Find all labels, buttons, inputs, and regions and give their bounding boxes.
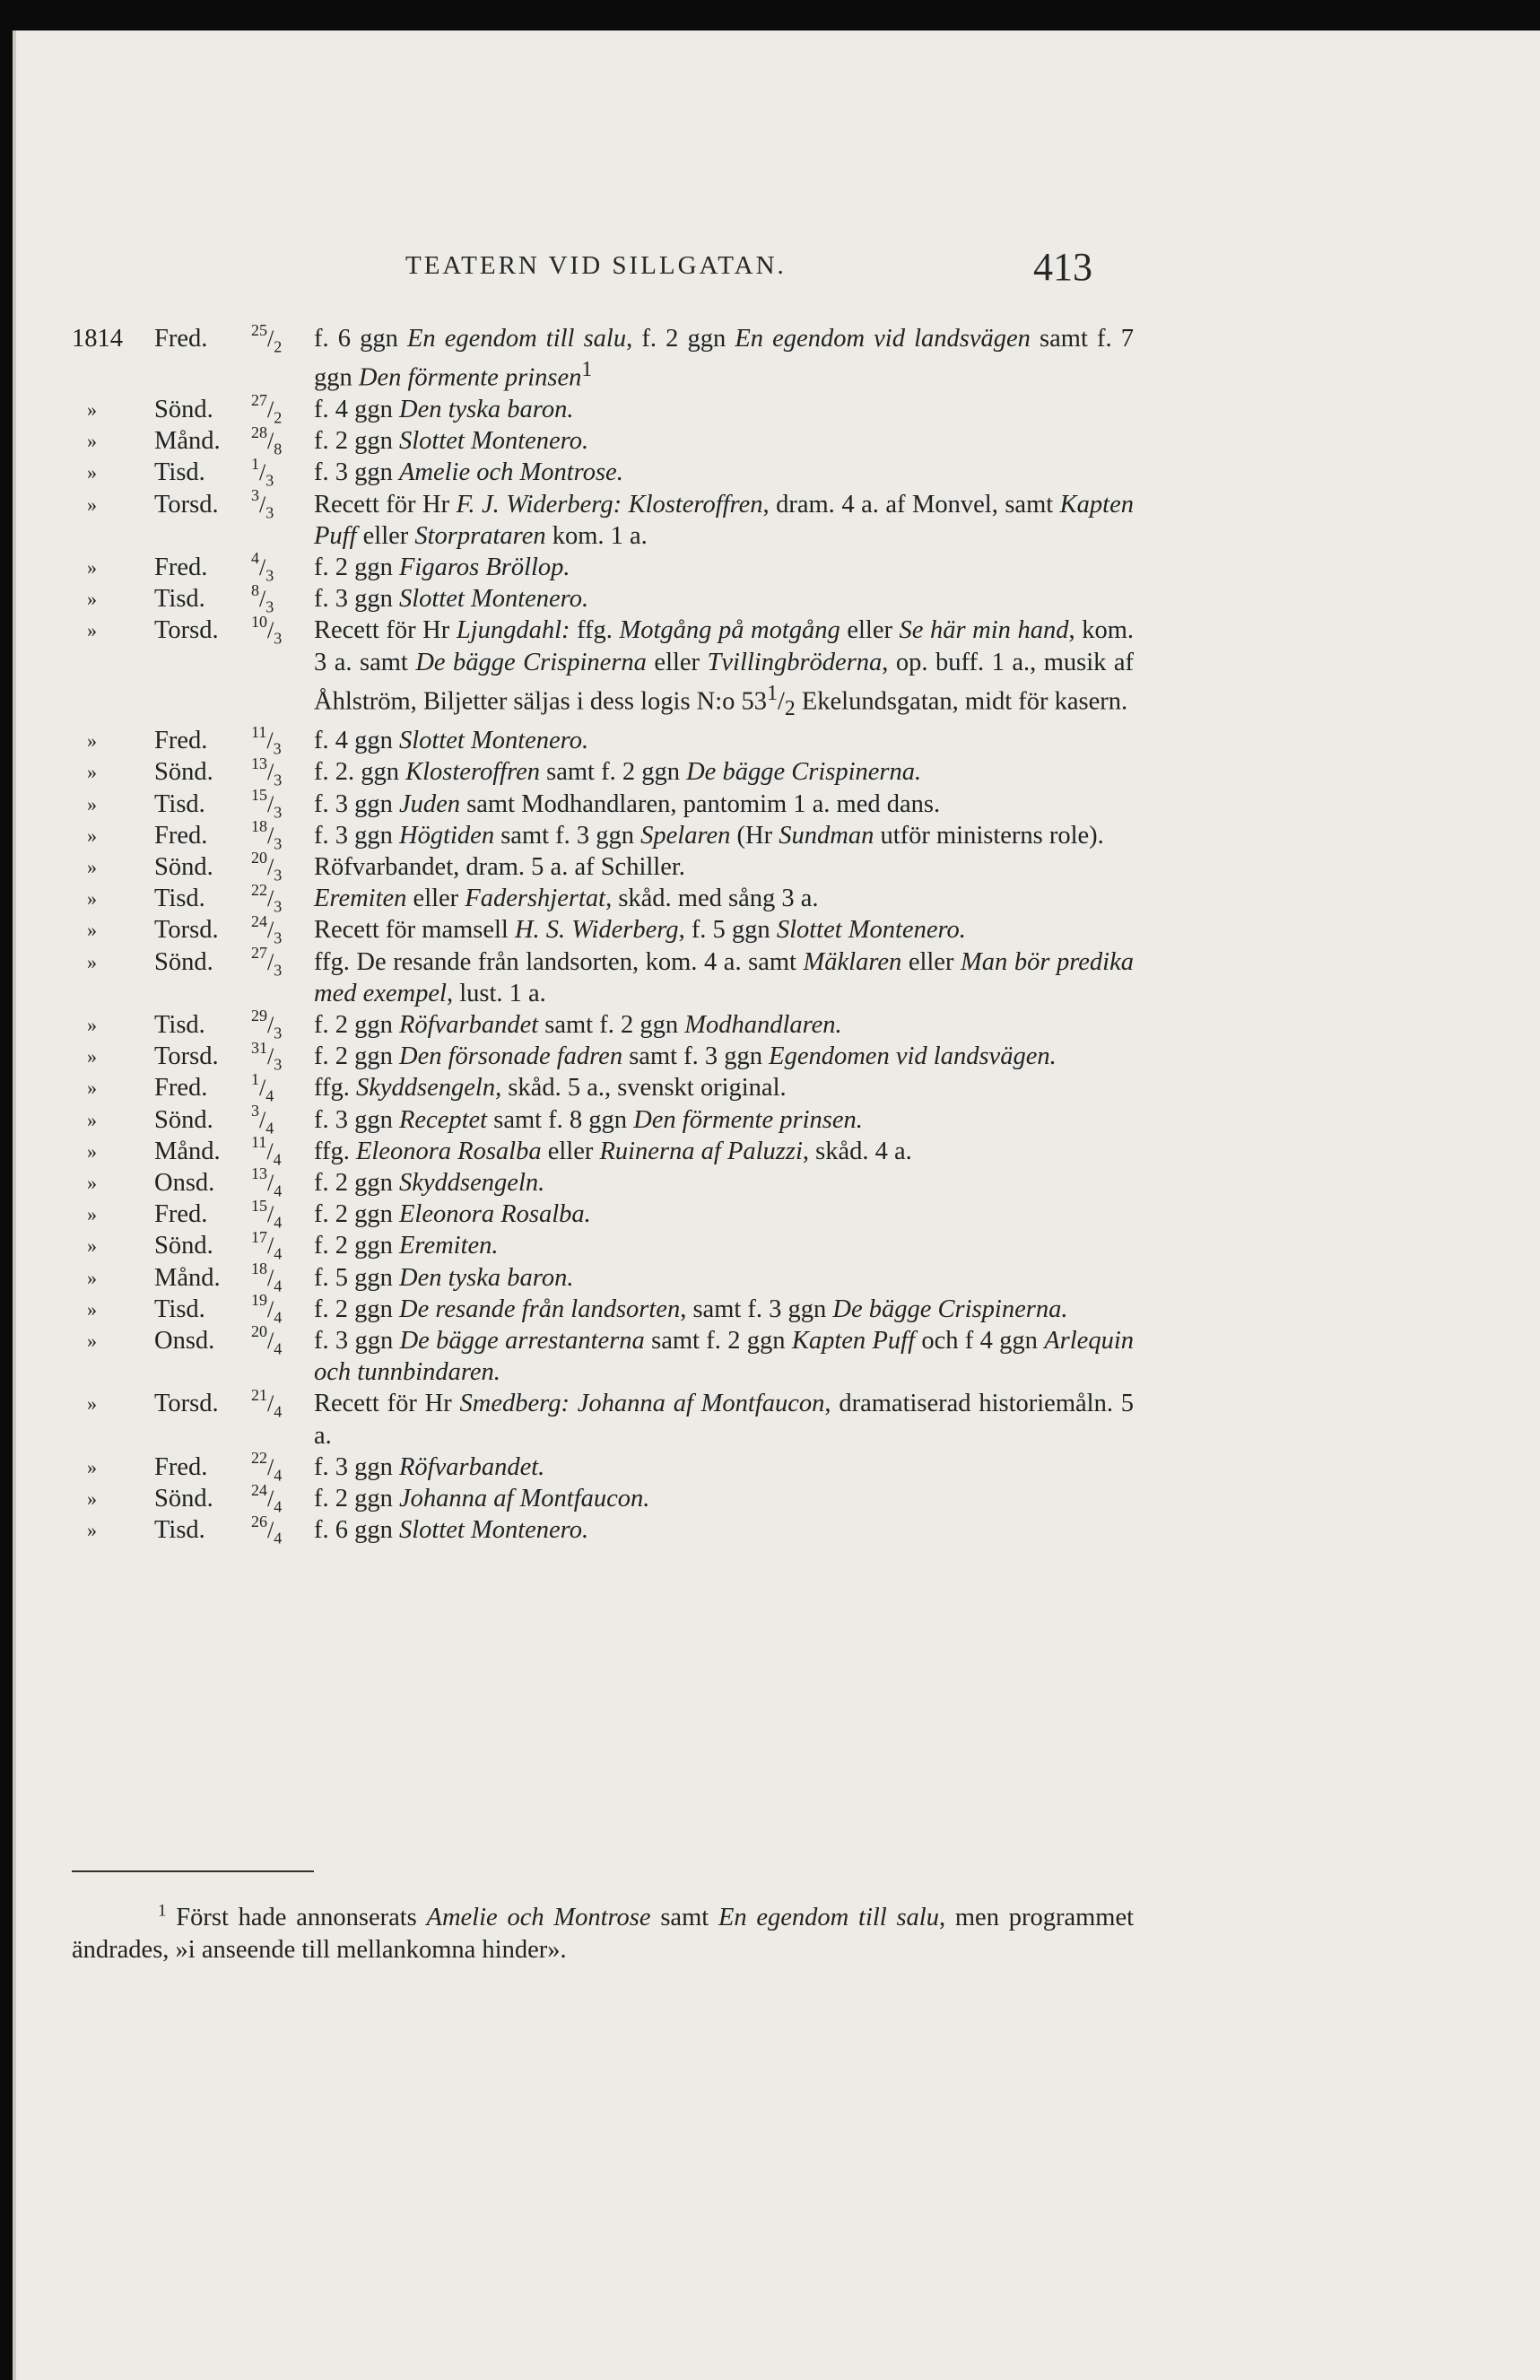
performance-entry xyxy=(0,880,1540,916)
performance-text: f. 2 ggn Eleonora Rosalba. xyxy=(314,1200,591,1229)
date-fraction: $^{11}/_4$ xyxy=(251,1133,282,1169)
weekday: Sönd. xyxy=(154,1232,213,1260)
footnote xyxy=(72,1902,1134,1966)
weekday: Sönd. xyxy=(154,395,213,423)
date-fraction: $^{27}/_3$ xyxy=(251,944,283,980)
performance-entry xyxy=(0,1449,1540,1485)
performance-entry xyxy=(0,1133,1540,1169)
ditto-mark: » xyxy=(87,430,97,453)
date-fraction: $^8/_3$ xyxy=(251,580,274,616)
weekday: Sönd. xyxy=(154,758,213,787)
weekday: Torsd. xyxy=(154,916,219,945)
performance-entry xyxy=(0,851,1540,883)
performance-entry xyxy=(0,1385,1540,1451)
ditto-mark: » xyxy=(87,397,97,421)
performance-entry xyxy=(0,320,1540,394)
weekday: Fred. xyxy=(154,325,208,353)
ditto-mark: » xyxy=(87,887,97,911)
ditto-mark: » xyxy=(87,1487,97,1510)
date-fraction: $^4/_3$ xyxy=(251,549,274,585)
date-fraction: $^1/_3$ xyxy=(251,454,274,490)
ditto-mark: » xyxy=(87,1139,97,1163)
date-fraction: $^{24}/_4$ xyxy=(251,1480,283,1516)
performance-text: f. 2 ggn Skyddsengeln. xyxy=(314,1168,545,1197)
page-header xyxy=(0,244,1540,289)
weekday: Fred. xyxy=(154,727,208,755)
date-fraction: $^{19}/_4$ xyxy=(251,1291,283,1327)
ditto-mark: » xyxy=(87,555,97,579)
ditto-mark: » xyxy=(87,729,97,753)
weekday: Fred. xyxy=(154,1074,208,1103)
ditto-mark: » xyxy=(87,1392,97,1416)
ditto-mark: » xyxy=(87,1171,97,1194)
ditto-mark: » xyxy=(87,950,97,973)
date-fraction: $^{13}/_3$ xyxy=(251,754,283,790)
performance-text: f. 2 ggn Johanna af Montfaucon. xyxy=(314,1485,650,1513)
performance-text: Röfvarbandet, dram. 5 a. af Schiller. xyxy=(314,852,685,881)
footnote-rule xyxy=(72,1870,314,1872)
ditto-mark: » xyxy=(87,1013,97,1036)
weekday: Tisd. xyxy=(154,885,205,913)
weekday: Fred. xyxy=(154,553,208,581)
weekday: Sönd. xyxy=(154,1105,213,1134)
date-fraction: $^{15}/_3$ xyxy=(251,786,283,822)
performance-entry xyxy=(0,1164,1540,1200)
performance-text: f. 4 ggn Den tyska baron. xyxy=(314,395,574,423)
performance-text: f. 6 ggn En egendom till salu, f. 2 ggn En egendom vid landsvägen samt f. 7 ggn Den förmente prinsen$^1$ xyxy=(314,325,1134,392)
ditto-mark: » xyxy=(87,1234,97,1258)
ditto-mark: » xyxy=(87,855,97,878)
performance-entry xyxy=(0,1038,1540,1074)
weekday: Månd. xyxy=(154,1137,221,1165)
date-fraction: $^{26}/_4$ xyxy=(251,1512,283,1547)
date-fraction: $^{18}/_4$ xyxy=(251,1260,283,1295)
performance-text: f. 2 ggn Figaros Bröllop. xyxy=(314,553,570,581)
date-fraction: $^{28}/_8$ xyxy=(251,423,283,458)
weekday: Torsd. xyxy=(154,490,219,519)
performance-entry xyxy=(0,946,1540,1009)
ditto-mark: » xyxy=(87,824,97,847)
date-fraction: $^{24}/_3$ xyxy=(251,911,283,948)
running-title: TEATERN VID SILLGATAN. xyxy=(405,251,787,280)
footnote-text: Först hade annonserats Amelie och Montrose samt En egendom till salu, men programmet ändrades, »i anseende till mellankomna hinder». xyxy=(72,1904,1135,1964)
performance-entry xyxy=(0,549,1540,585)
performance-text: f. 2 ggn Eremiten. xyxy=(314,1232,499,1260)
page-number: 413 xyxy=(1033,245,1092,289)
performance-text: ffg. Eleonora Rosalba eller Ruinerna af Paluzzi, skåd. 4 a. xyxy=(314,1137,912,1165)
weekday: Tisd. xyxy=(154,458,205,487)
weekday: Sönd. xyxy=(154,852,213,881)
weekday: Sönd. xyxy=(154,947,213,976)
date-fraction: $^3/_4$ xyxy=(251,1102,274,1138)
performance-text: f. 3 ggn Juden samt Modhandlaren, pantomim 1 a. med dans. xyxy=(314,789,941,818)
performance-entry xyxy=(0,580,1540,616)
date-fraction: $^{13}/_4$ xyxy=(251,1164,283,1200)
performance-entry xyxy=(0,1227,1540,1264)
ditto-mark: » xyxy=(87,792,97,815)
ditto-mark: » xyxy=(87,1329,97,1352)
performance-entry xyxy=(0,817,1540,853)
performance-entry xyxy=(0,786,1540,822)
performance-text: f. 2. ggn Klosteroffren samt f. 2 ggn De bägge Crispinerna. xyxy=(314,758,922,787)
performance-text: ffg. Skyddsengeln, skåd. 5 a., svenskt original. xyxy=(314,1074,787,1103)
weekday: Tisd. xyxy=(154,1516,205,1545)
date-fraction: $^{11}/_3$ xyxy=(251,722,282,758)
weekday: Tisd. xyxy=(154,585,205,614)
ditto-mark: » xyxy=(87,461,97,484)
performance-text: f. 6 ggn Slottet Montenero. xyxy=(314,1516,589,1545)
date-fraction: $^{18}/_3$ xyxy=(251,817,283,853)
ditto-mark: » xyxy=(87,1045,97,1068)
performance-entry xyxy=(0,1196,1540,1232)
performance-text: f. 3 ggn Receptet samt f. 8 ggn Den förmente prinsen. xyxy=(314,1105,863,1134)
ditto-mark: » xyxy=(87,1519,97,1542)
performance-text: f. 2 ggn Röfvarbandet samt f. 2 ggn Modhandlaren. xyxy=(314,1010,842,1039)
ditto-mark: » xyxy=(87,761,97,784)
weekday: Fred. xyxy=(154,1200,208,1229)
ditto-mark: » xyxy=(87,1203,97,1226)
weekday: Fred. xyxy=(154,821,208,850)
date-fraction: $^{25}/_2$ xyxy=(251,320,283,356)
performance-text: f. 3 ggn Slottet Montenero. xyxy=(314,585,589,614)
performance-text: Recett för mamsell H. S. Widerberg, f. 5 ggn Slottet Montenero. xyxy=(314,916,966,945)
weekday: Sönd. xyxy=(154,1485,213,1513)
performance-entry xyxy=(0,425,1540,457)
weekday: Onsd. xyxy=(154,1168,215,1197)
weekday: Fred. xyxy=(154,1452,208,1481)
weekday: Torsd. xyxy=(154,1390,219,1418)
performance-entry xyxy=(0,1480,1540,1516)
performance-list xyxy=(0,320,1540,1547)
performance-text: f. 2 ggn De resande från landsorten, samt f. 3 ggn De bägge Crispinerna. xyxy=(314,1295,1068,1323)
performance-entry xyxy=(0,1104,1540,1136)
ditto-mark: » xyxy=(87,1297,97,1321)
date-fraction: $^{22}/_3$ xyxy=(251,880,283,916)
ditto-mark: » xyxy=(87,1266,97,1289)
ditto-mark: » xyxy=(87,1077,97,1100)
performance-text: f. 3 ggn De bägge arrestanterna samt f. 2 ggn Kapten Puff och f 4 ggn Arlequin och tunnbindaren. xyxy=(314,1326,1134,1387)
performance-entry xyxy=(0,1291,1540,1327)
date-fraction: $^{17}/_4$ xyxy=(251,1227,283,1264)
date-fraction: $^{21}/_4$ xyxy=(251,1385,283,1422)
ditto-mark: » xyxy=(87,588,97,611)
date-fraction: $^{29}/_3$ xyxy=(251,1007,283,1042)
weekday: Torsd. xyxy=(154,616,219,645)
date-fraction: $^{31}/_3$ xyxy=(251,1038,283,1074)
ditto-mark: » xyxy=(87,1108,97,1131)
weekday: Månd. xyxy=(154,427,221,456)
date-fraction: $^1/_4$ xyxy=(251,1069,274,1106)
footnote-mark: 1 xyxy=(158,1901,167,1921)
ditto-mark: » xyxy=(87,919,97,942)
year-label: 1814 xyxy=(72,325,123,353)
date-fraction: $^{27}/_2$ xyxy=(251,391,283,427)
performance-text: f. 3 ggn Röfvarbandet. xyxy=(314,1452,545,1481)
ditto-mark: » xyxy=(87,493,97,516)
date-fraction: $^{15}/_4$ xyxy=(251,1196,283,1232)
performance-text: Recett för Hr F. J. Widerberg: Klosteroffren, dram. 4 a. af Monvel, samt Kapten Puff eller Storprataren kom. 1 a. xyxy=(314,490,1134,550)
date-fraction: $^3/_3$ xyxy=(251,486,274,522)
date-fraction: $^{20}/_4$ xyxy=(251,1322,283,1358)
weekday: Onsd. xyxy=(154,1326,215,1355)
date-fraction: $^{22}/_4$ xyxy=(251,1449,283,1485)
weekday: Tisd. xyxy=(154,789,205,818)
performance-entry xyxy=(0,486,1540,552)
performance-entry xyxy=(0,454,1540,490)
performance-text: ffg. De resande från landsorten, kom. 4 a. samt Mäklaren eller Man bör predika med exempel, lust. 1 a. xyxy=(314,947,1134,1007)
weekday: Tisd. xyxy=(154,1295,205,1323)
performance-entry xyxy=(0,911,1540,948)
performance-text: f. 3 ggn Amelie och Montrose. xyxy=(314,458,623,487)
performance-text: Recett för Hr Smedberg: Johanna af Montfaucon, dramatiserad historiemåln. 5 a. xyxy=(314,1390,1134,1450)
performance-entry xyxy=(0,1009,1540,1041)
performance-text: f. 5 ggn Den tyska baron. xyxy=(314,1263,574,1292)
performance-entry xyxy=(0,1322,1540,1388)
weekday: Månd. xyxy=(154,1263,221,1292)
performance-entry xyxy=(0,1514,1540,1546)
performance-text: Eremiten eller Fadershjertat, skåd. med sång 3 a. xyxy=(314,885,819,913)
performance-entry xyxy=(0,756,1540,788)
performance-text: f. 3 ggn Högtiden samt f. 3 ggn Spelaren (Hr Sundman utför ministerns role). xyxy=(314,821,1104,850)
performance-text: f. 2 ggn Den försonade fadren samt f. 3 ggn Egendomen vid landsvägen. xyxy=(314,1042,1057,1071)
performance-entry xyxy=(0,1069,1540,1106)
ditto-mark: » xyxy=(87,1455,97,1478)
weekday: Torsd. xyxy=(154,1042,219,1071)
ditto-mark: » xyxy=(87,619,97,642)
weekday: Tisd. xyxy=(154,1010,205,1039)
performance-entry xyxy=(0,722,1540,758)
performance-text: f. 4 ggn Slottet Montenero. xyxy=(314,727,589,755)
performance-entry xyxy=(0,1262,1540,1294)
performance-entry xyxy=(0,391,1540,427)
performance-entry xyxy=(0,612,1540,725)
date-fraction: $^{20}/_3$ xyxy=(251,849,283,885)
date-fraction: $^{10}/_3$ xyxy=(251,612,283,649)
performance-text: Recett för Hr Ljungdahl: ffg. Motgång på motgång eller Se här min hand, kom. 3 a. samt De bägge Crispinerna eller Tvillingbröderna, op. buff. 1 a., musik af Åhlström, Biljetter säljas i dess logis N:o $53^1/_2$ Ekelundsgatan, midt för kasern. xyxy=(314,616,1134,720)
performance-text: f. 2 ggn Slottet Montenero. xyxy=(314,427,589,456)
